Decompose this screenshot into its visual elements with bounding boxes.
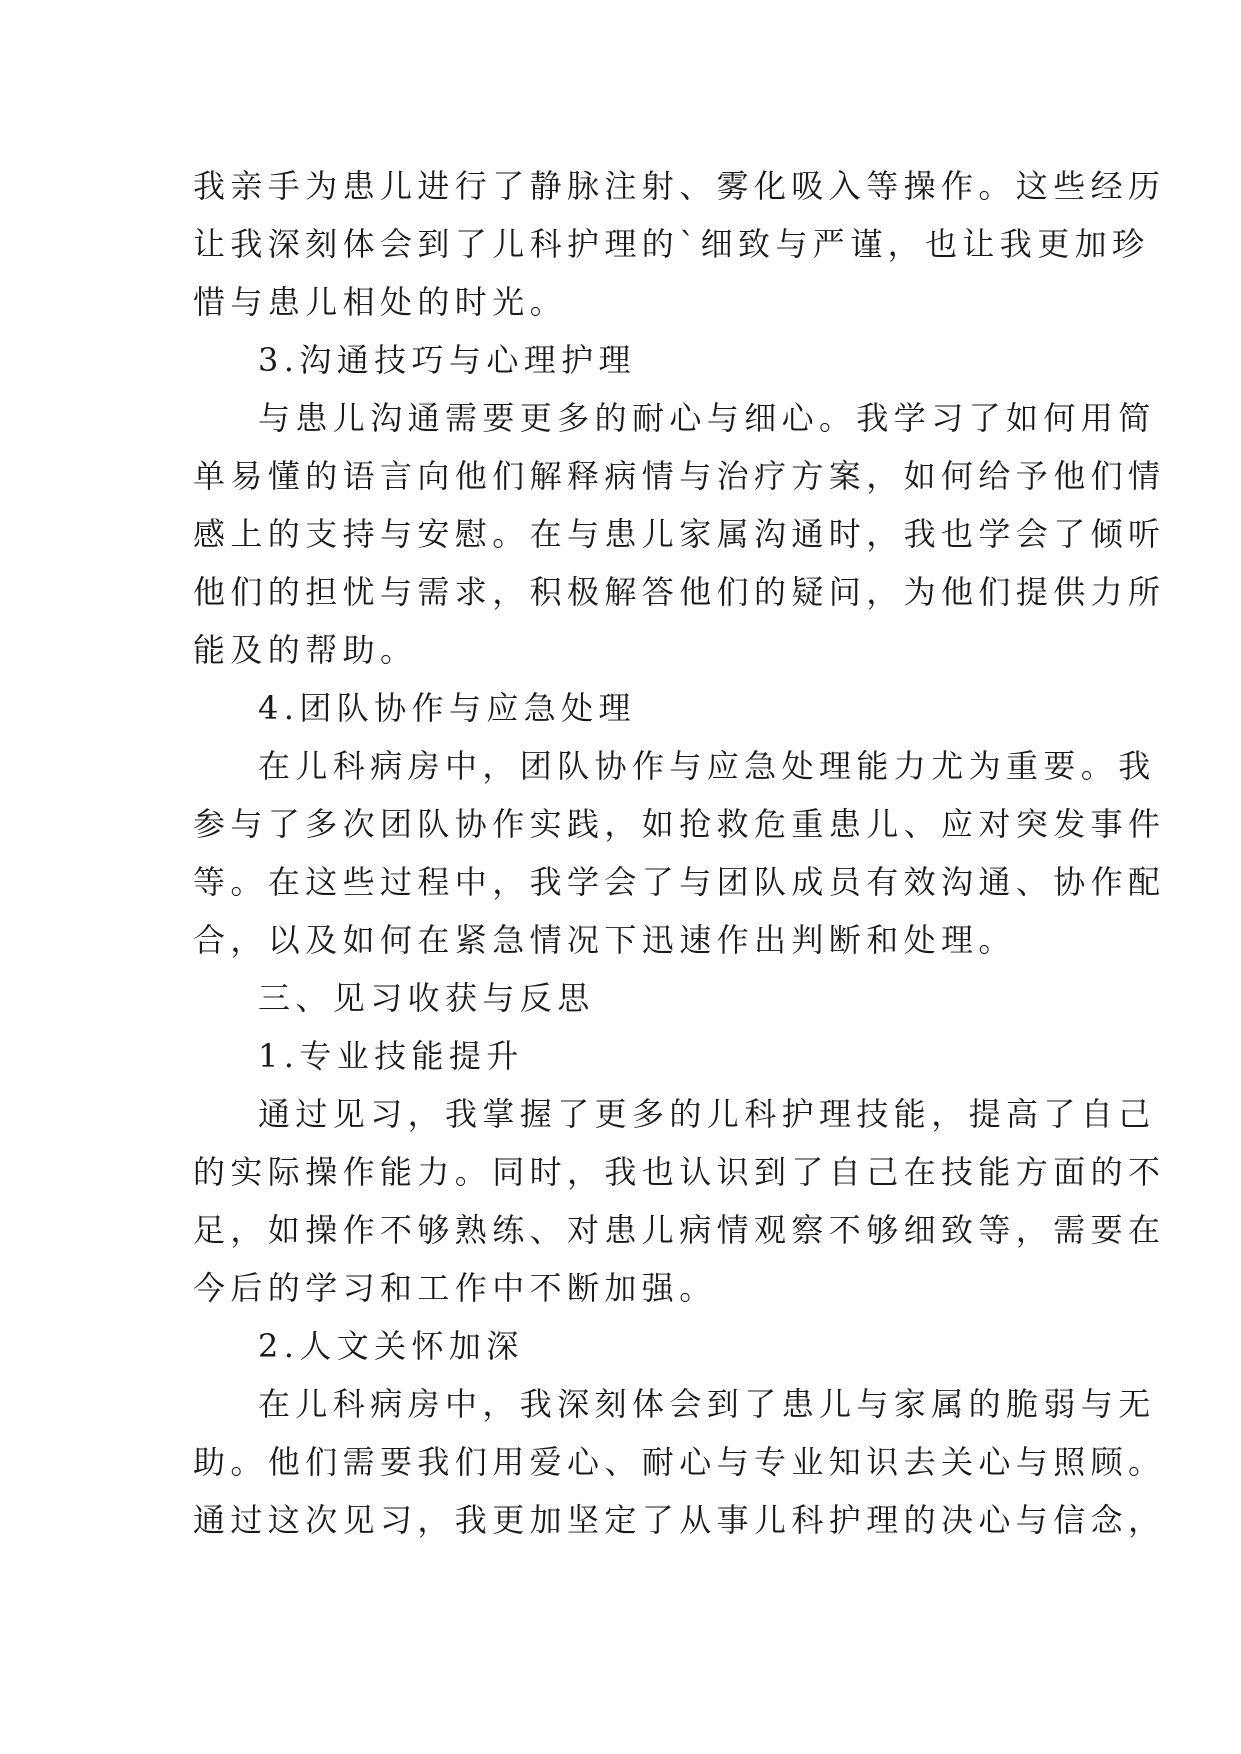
paragraph-line: 在儿科病房中，我深刻体会到了患儿与家属的脆弱与无 xyxy=(258,1385,1156,1423)
paragraph-line: 等。在这些过程中，我学会了与团队成员有效沟通、协作配 xyxy=(193,863,1166,901)
section-heading: 3.沟通技巧与心理护理 xyxy=(258,341,636,379)
paragraph-line: 感上的支持与安慰。在与患儿家属沟通时，我也学会了倾听 xyxy=(193,515,1166,553)
paragraph-line: 足，如操作不够熟练、对患儿病情观察不够细致等，需要在 xyxy=(193,1211,1166,1249)
paragraph-line: 通过见习，我掌握了更多的儿科护理技能，提高了自己 xyxy=(258,1095,1156,1133)
paragraph-line: 与患儿沟通需要更多的耐心与细心。我学习了如何用简 xyxy=(258,399,1156,437)
paragraph-line: 的实际操作能力。同时，我也认识到了自己在技能方面的不 xyxy=(193,1153,1166,1191)
paragraph-line: 惜与患儿相处的时光。 xyxy=(193,283,568,321)
section-heading: 1.专业技能提升 xyxy=(258,1037,524,1075)
section-heading: 2.人文关怀加深 xyxy=(258,1327,524,1365)
paragraph-line: 今后的学习和工作中不断加强。 xyxy=(193,1269,717,1307)
paragraph-line: 他们的担忧与需求，积极解答他们的疑问，为他们提供力所 xyxy=(193,573,1166,611)
paragraph-line: 让我深刻体会到了儿科护理的`细致与严谨，也让我更加珍 xyxy=(193,225,1150,263)
paragraph-line: 参与了多次团队协作实践，如抢救危重患儿、应对突发事件 xyxy=(193,805,1166,843)
paragraph-line: 合，以及如何在紧急情况下迅速作出判断和处理。 xyxy=(193,921,1016,959)
chapter-heading: 三、见习收获与反思 xyxy=(258,979,595,1017)
paragraph-line: 通过这次见习，我更加坚定了从事儿科护理的决心与信念， xyxy=(193,1501,1166,1539)
paragraph-line: 我亲手为患儿进行了静脉注射、雾化吸入等操作。这些经历 xyxy=(193,167,1166,205)
section-heading: 4.团队协作与应急处理 xyxy=(258,689,636,727)
paragraph-line: 在儿科病房中，团队协作与应急处理能力尤为重要。我 xyxy=(258,747,1156,785)
paragraph-line: 单易懂的语言向他们解释病情与治疗方案，如何给予他们情 xyxy=(193,457,1166,495)
paragraph-line: 能及的帮助。 xyxy=(193,631,418,669)
paragraph-line: 助。他们需要我们用爱心、耐心与专业知识去关心与照顾。 xyxy=(193,1443,1166,1481)
